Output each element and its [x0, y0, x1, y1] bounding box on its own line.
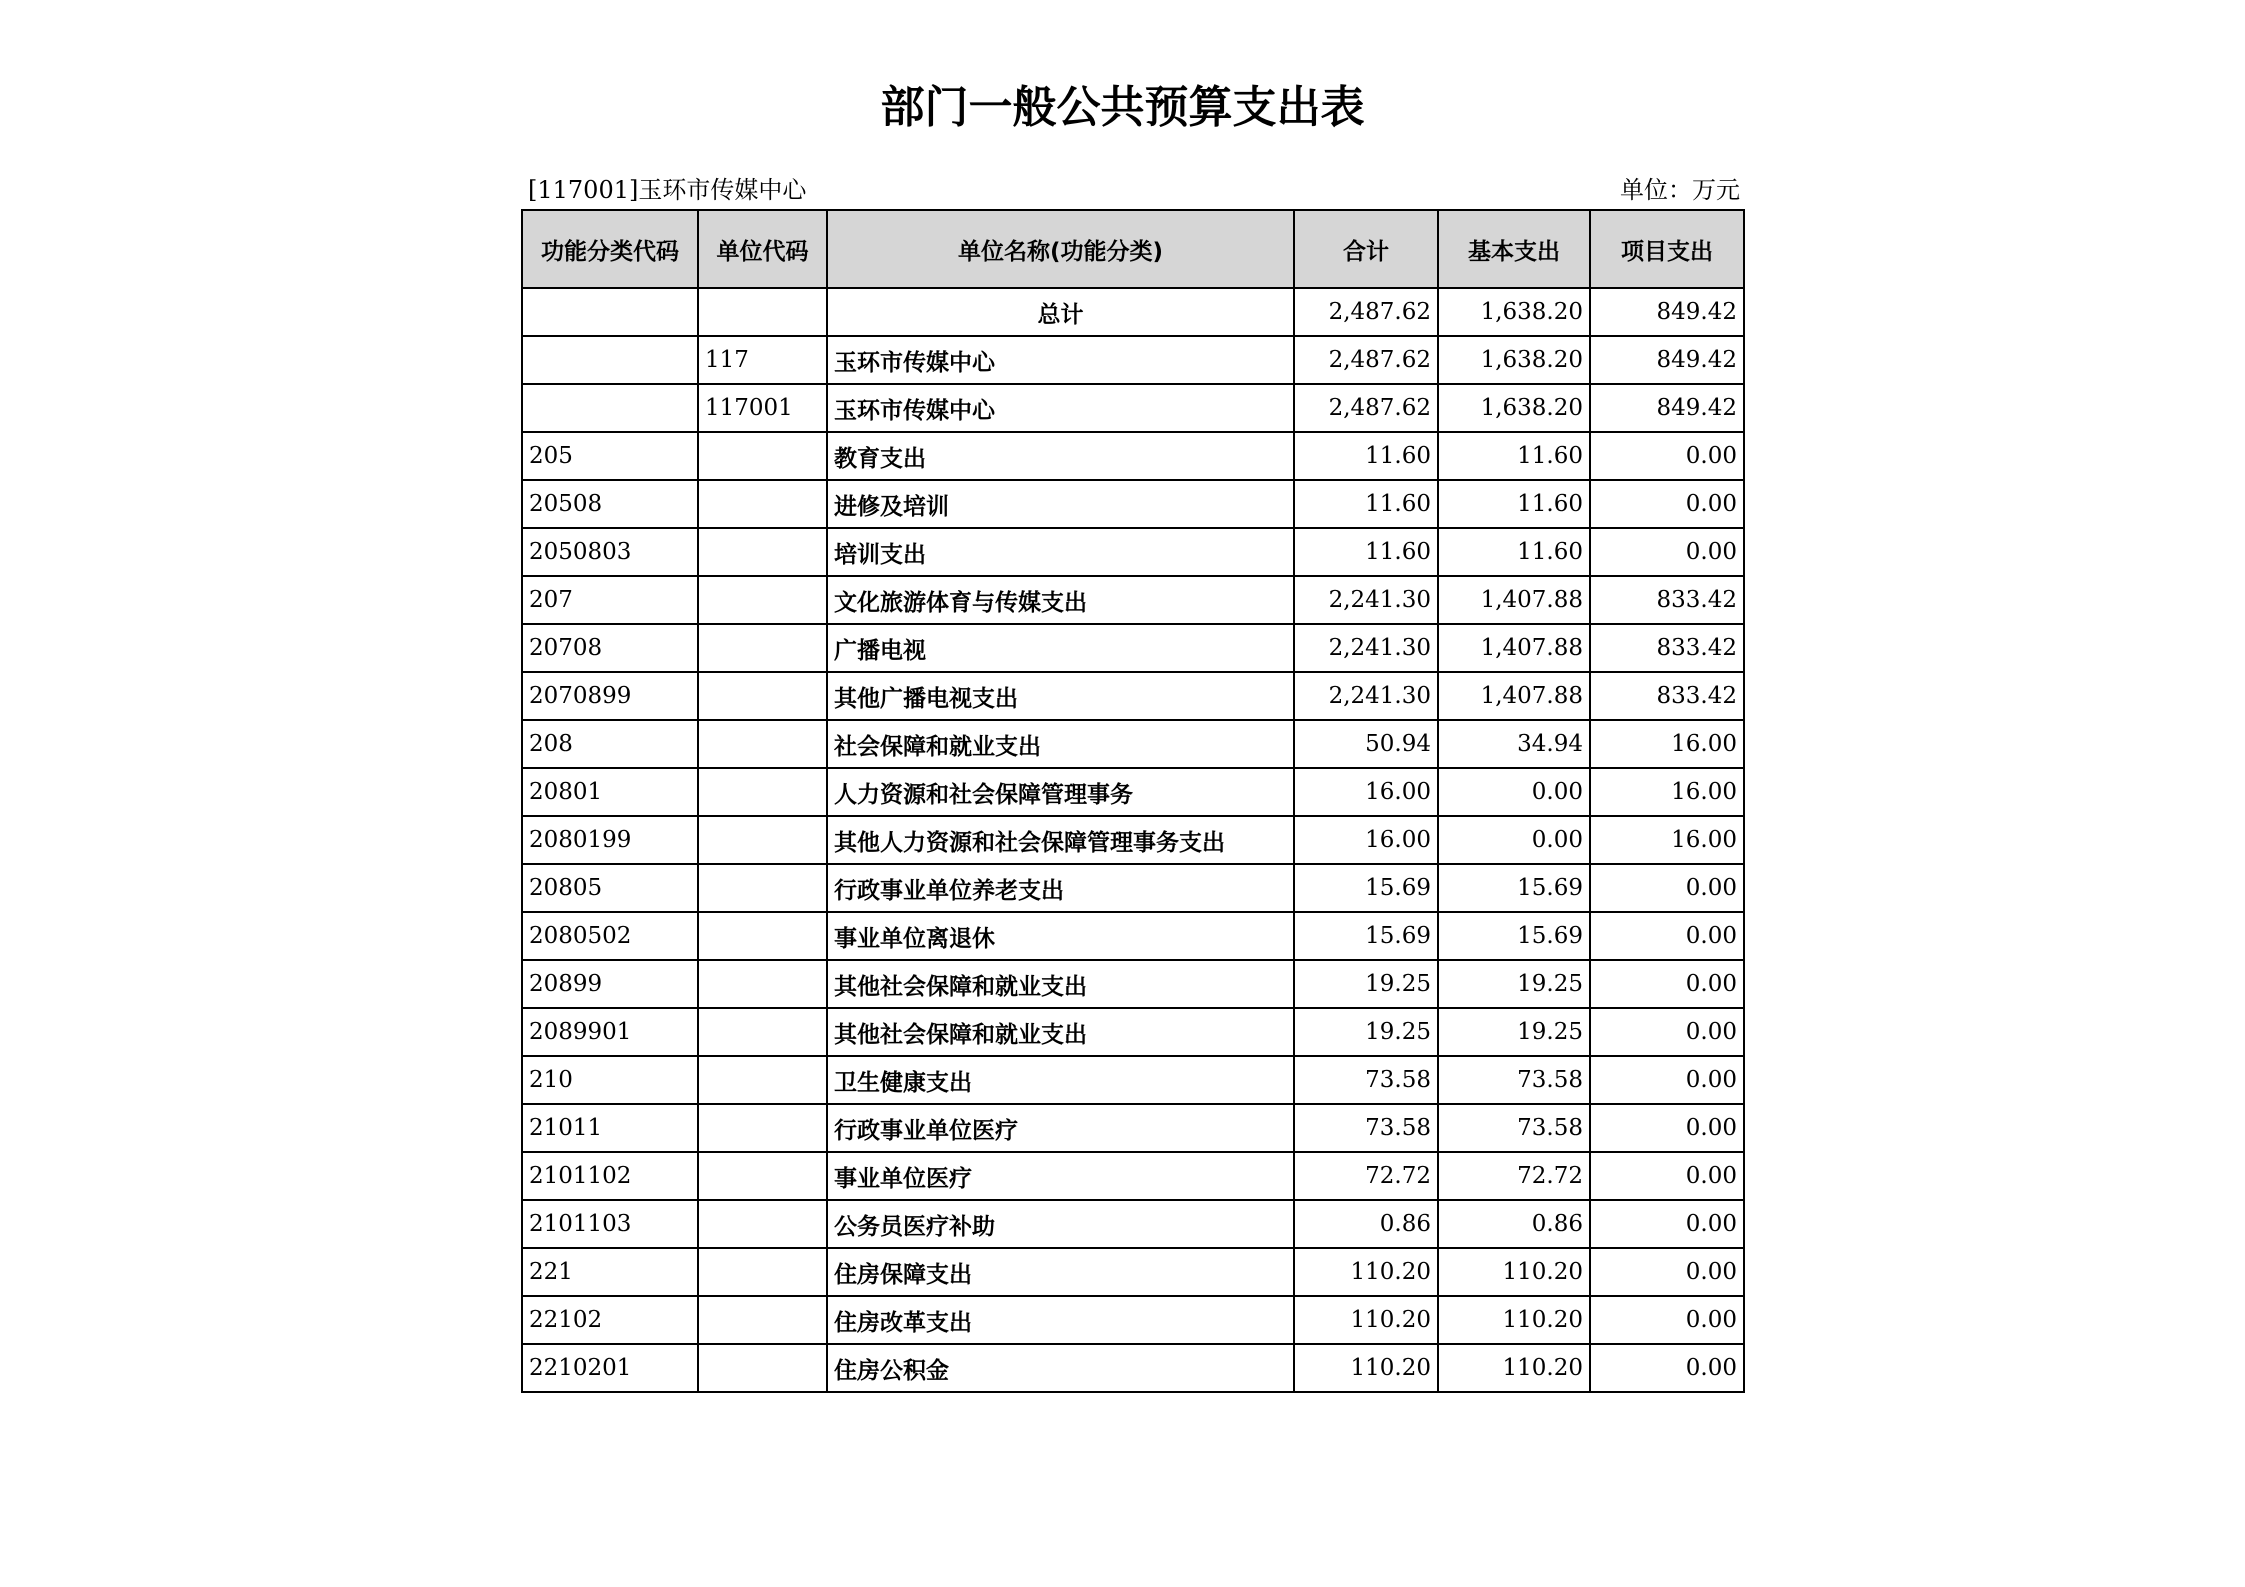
name-cell: 广播电视	[827, 624, 1294, 672]
total-cell: 16.00	[1294, 768, 1438, 816]
name-cell: 教育支出	[827, 432, 1294, 480]
budget-table	[521, 209, 1745, 1393]
total-cell: 19.25	[1294, 960, 1438, 1008]
total-cell: 73.58	[1294, 1104, 1438, 1152]
name-cell: 事业单位离退休	[827, 912, 1294, 960]
unit-label: 单位：万元	[1620, 176, 1740, 204]
basic-cell: 1,638.20	[1438, 288, 1590, 336]
func-code-cell: 2070899	[522, 672, 698, 720]
name-cell: 玉环市传媒中心	[827, 336, 1294, 384]
func-code-cell: 207	[522, 576, 698, 624]
header-unit-code: 单位代码	[698, 210, 827, 288]
department-label: [117001]玉环市传媒中心	[528, 176, 807, 204]
project-cell: 16.00	[1590, 768, 1744, 816]
name-cell: 人力资源和社会保障管理事务	[827, 768, 1294, 816]
name-cell: 文化旅游体育与传媒支出	[827, 576, 1294, 624]
name-cell: 玉环市传媒中心	[827, 384, 1294, 432]
total-cell: 2,241.30	[1294, 576, 1438, 624]
basic-cell: 0.86	[1438, 1200, 1590, 1248]
unit-code-cell	[698, 768, 827, 816]
header-project: 项目支出	[1590, 210, 1744, 288]
name-cell: 事业单位医疗	[827, 1152, 1294, 1200]
basic-cell: 11.60	[1438, 480, 1590, 528]
unit-code-cell	[698, 1008, 827, 1056]
header-func-code: 功能分类代码	[522, 210, 698, 288]
table-row	[522, 1296, 1744, 1344]
header-total: 合计	[1294, 210, 1438, 288]
table-row	[522, 1056, 1744, 1104]
total-cell: 15.69	[1294, 864, 1438, 912]
basic-cell: 1,638.20	[1438, 336, 1590, 384]
project-cell: 0.00	[1590, 960, 1744, 1008]
basic-cell: 19.25	[1438, 960, 1590, 1008]
basic-cell: 11.60	[1438, 528, 1590, 576]
total-cell: 72.72	[1294, 1152, 1438, 1200]
func-code-cell: 20805	[522, 864, 698, 912]
func-code-cell: 208	[522, 720, 698, 768]
unit-code-cell	[698, 864, 827, 912]
unit-code-cell	[698, 672, 827, 720]
project-cell: 0.00	[1590, 912, 1744, 960]
table-row	[522, 816, 1744, 864]
unit-code-cell	[698, 288, 827, 336]
func-code-cell: 2089901	[522, 1008, 698, 1056]
table-row	[522, 528, 1744, 576]
table-row	[522, 960, 1744, 1008]
name-cell: 培训支出	[827, 528, 1294, 576]
func-code-cell: 210	[522, 1056, 698, 1104]
total-cell: 16.00	[1294, 816, 1438, 864]
unit-code-cell	[698, 576, 827, 624]
total-cell: 2,241.30	[1294, 624, 1438, 672]
name-cell: 卫生健康支出	[827, 1056, 1294, 1104]
project-cell: 0.00	[1590, 1008, 1744, 1056]
name-cell: 行政事业单位医疗	[827, 1104, 1294, 1152]
table-row	[522, 768, 1744, 816]
total-cell: 110.20	[1294, 1344, 1438, 1392]
unit-code-cell	[698, 1056, 827, 1104]
page-title: 部门一般公共预算支出表	[880, 82, 1365, 133]
unit-code-cell	[698, 1200, 827, 1248]
name-cell: 公务员医疗补助	[827, 1200, 1294, 1248]
basic-cell: 0.00	[1438, 816, 1590, 864]
total-cell: 110.20	[1294, 1248, 1438, 1296]
basic-cell: 34.94	[1438, 720, 1590, 768]
total-cell: 11.60	[1294, 432, 1438, 480]
project-cell: 0.00	[1590, 864, 1744, 912]
basic-cell: 19.25	[1438, 1008, 1590, 1056]
total-cell: 110.20	[1294, 1296, 1438, 1344]
project-cell: 0.00	[1590, 528, 1744, 576]
unit-code-cell	[698, 624, 827, 672]
total-cell: 2,487.62	[1294, 288, 1438, 336]
project-cell: 0.00	[1590, 1200, 1744, 1248]
name-cell: 总计	[827, 288, 1294, 336]
project-cell: 833.42	[1590, 624, 1744, 672]
func-code-cell: 2101102	[522, 1152, 698, 1200]
project-cell: 16.00	[1590, 816, 1744, 864]
basic-cell: 15.69	[1438, 864, 1590, 912]
total-cell: 2,487.62	[1294, 384, 1438, 432]
table-row	[522, 288, 1744, 336]
func-code-cell: 2050803	[522, 528, 698, 576]
table-row	[522, 480, 1744, 528]
name-cell: 其他人力资源和社会保障管理事务支出	[827, 816, 1294, 864]
table-row	[522, 1104, 1744, 1152]
project-cell: 849.42	[1590, 384, 1744, 432]
basic-cell: 72.72	[1438, 1152, 1590, 1200]
func-code-cell: 20801	[522, 768, 698, 816]
project-cell: 0.00	[1590, 432, 1744, 480]
unit-code-cell	[698, 1344, 827, 1392]
unit-code-cell: 117001	[698, 384, 827, 432]
project-cell: 833.42	[1590, 672, 1744, 720]
project-cell: 849.42	[1590, 288, 1744, 336]
basic-cell: 1,407.88	[1438, 576, 1590, 624]
table-row	[522, 912, 1744, 960]
unit-code-cell	[698, 480, 827, 528]
unit-code-cell	[698, 432, 827, 480]
basic-cell: 1,407.88	[1438, 672, 1590, 720]
basic-cell: 110.20	[1438, 1344, 1590, 1392]
func-code-cell: 20708	[522, 624, 698, 672]
table-row	[522, 432, 1744, 480]
basic-cell: 15.69	[1438, 912, 1590, 960]
func-code-cell	[522, 384, 698, 432]
total-cell: 2,487.62	[1294, 336, 1438, 384]
table-row	[522, 1344, 1744, 1392]
name-cell: 其他社会保障和就业支出	[827, 960, 1294, 1008]
func-code-cell: 221	[522, 1248, 698, 1296]
func-code-cell: 22102	[522, 1296, 698, 1344]
unit-code-cell: 117	[698, 336, 827, 384]
func-code-cell: 2080199	[522, 816, 698, 864]
name-cell: 住房改革支出	[827, 1296, 1294, 1344]
name-cell: 社会保障和就业支出	[827, 720, 1294, 768]
header-basic: 基本支出	[1438, 210, 1590, 288]
project-cell: 0.00	[1590, 1248, 1744, 1296]
table-row	[522, 384, 1744, 432]
total-cell: 50.94	[1294, 720, 1438, 768]
total-cell: 73.58	[1294, 1056, 1438, 1104]
table-row	[522, 672, 1744, 720]
project-cell: 0.00	[1590, 1344, 1744, 1392]
total-cell: 11.60	[1294, 480, 1438, 528]
project-cell: 833.42	[1590, 576, 1744, 624]
project-cell: 849.42	[1590, 336, 1744, 384]
total-cell: 19.25	[1294, 1008, 1438, 1056]
func-code-cell: 21011	[522, 1104, 698, 1152]
unit-code-cell	[698, 1104, 827, 1152]
unit-code-cell	[698, 960, 827, 1008]
table-row	[522, 864, 1744, 912]
table-row	[522, 1152, 1744, 1200]
func-code-cell: 20899	[522, 960, 698, 1008]
total-cell: 15.69	[1294, 912, 1438, 960]
table-row	[522, 1008, 1744, 1056]
basic-cell: 11.60	[1438, 432, 1590, 480]
unit-code-cell	[698, 1152, 827, 1200]
unit-code-cell	[698, 528, 827, 576]
unit-code-cell	[698, 720, 827, 768]
func-code-cell: 2210201	[522, 1344, 698, 1392]
basic-cell: 110.20	[1438, 1296, 1590, 1344]
basic-cell: 1,638.20	[1438, 384, 1590, 432]
name-cell: 其他广播电视支出	[827, 672, 1294, 720]
name-cell: 其他社会保障和就业支出	[827, 1008, 1294, 1056]
basic-cell: 110.20	[1438, 1248, 1590, 1296]
table-row	[522, 1200, 1744, 1248]
func-code-cell	[522, 336, 698, 384]
table-row	[522, 1248, 1744, 1296]
name-cell: 住房公积金	[827, 1344, 1294, 1392]
func-code-cell: 2080502	[522, 912, 698, 960]
total-cell: 0.86	[1294, 1200, 1438, 1248]
unit-code-cell	[698, 912, 827, 960]
header-name: 单位名称(功能分类)	[827, 210, 1294, 288]
basic-cell: 1,407.88	[1438, 624, 1590, 672]
project-cell: 0.00	[1590, 1104, 1744, 1152]
func-code-cell: 2101103	[522, 1200, 698, 1248]
func-code-cell: 20508	[522, 480, 698, 528]
project-cell: 0.00	[1590, 1152, 1744, 1200]
basic-cell: 73.58	[1438, 1104, 1590, 1152]
project-cell: 0.00	[1590, 1296, 1744, 1344]
table-row	[522, 336, 1744, 384]
table-row	[522, 720, 1744, 768]
total-cell: 2,241.30	[1294, 672, 1438, 720]
total-cell: 11.60	[1294, 528, 1438, 576]
table-row	[522, 576, 1744, 624]
unit-code-cell	[698, 1248, 827, 1296]
basic-cell: 0.00	[1438, 768, 1590, 816]
table-header-row	[522, 210, 1744, 288]
name-cell: 住房保障支出	[827, 1248, 1294, 1296]
project-cell: 0.00	[1590, 480, 1744, 528]
project-cell: 16.00	[1590, 720, 1744, 768]
unit-code-cell	[698, 1296, 827, 1344]
unit-code-cell	[698, 816, 827, 864]
project-cell: 0.00	[1590, 1056, 1744, 1104]
table-row	[522, 624, 1744, 672]
name-cell: 进修及培训	[827, 480, 1294, 528]
func-code-cell: 205	[522, 432, 698, 480]
func-code-cell	[522, 288, 698, 336]
basic-cell: 73.58	[1438, 1056, 1590, 1104]
name-cell: 行政事业单位养老支出	[827, 864, 1294, 912]
